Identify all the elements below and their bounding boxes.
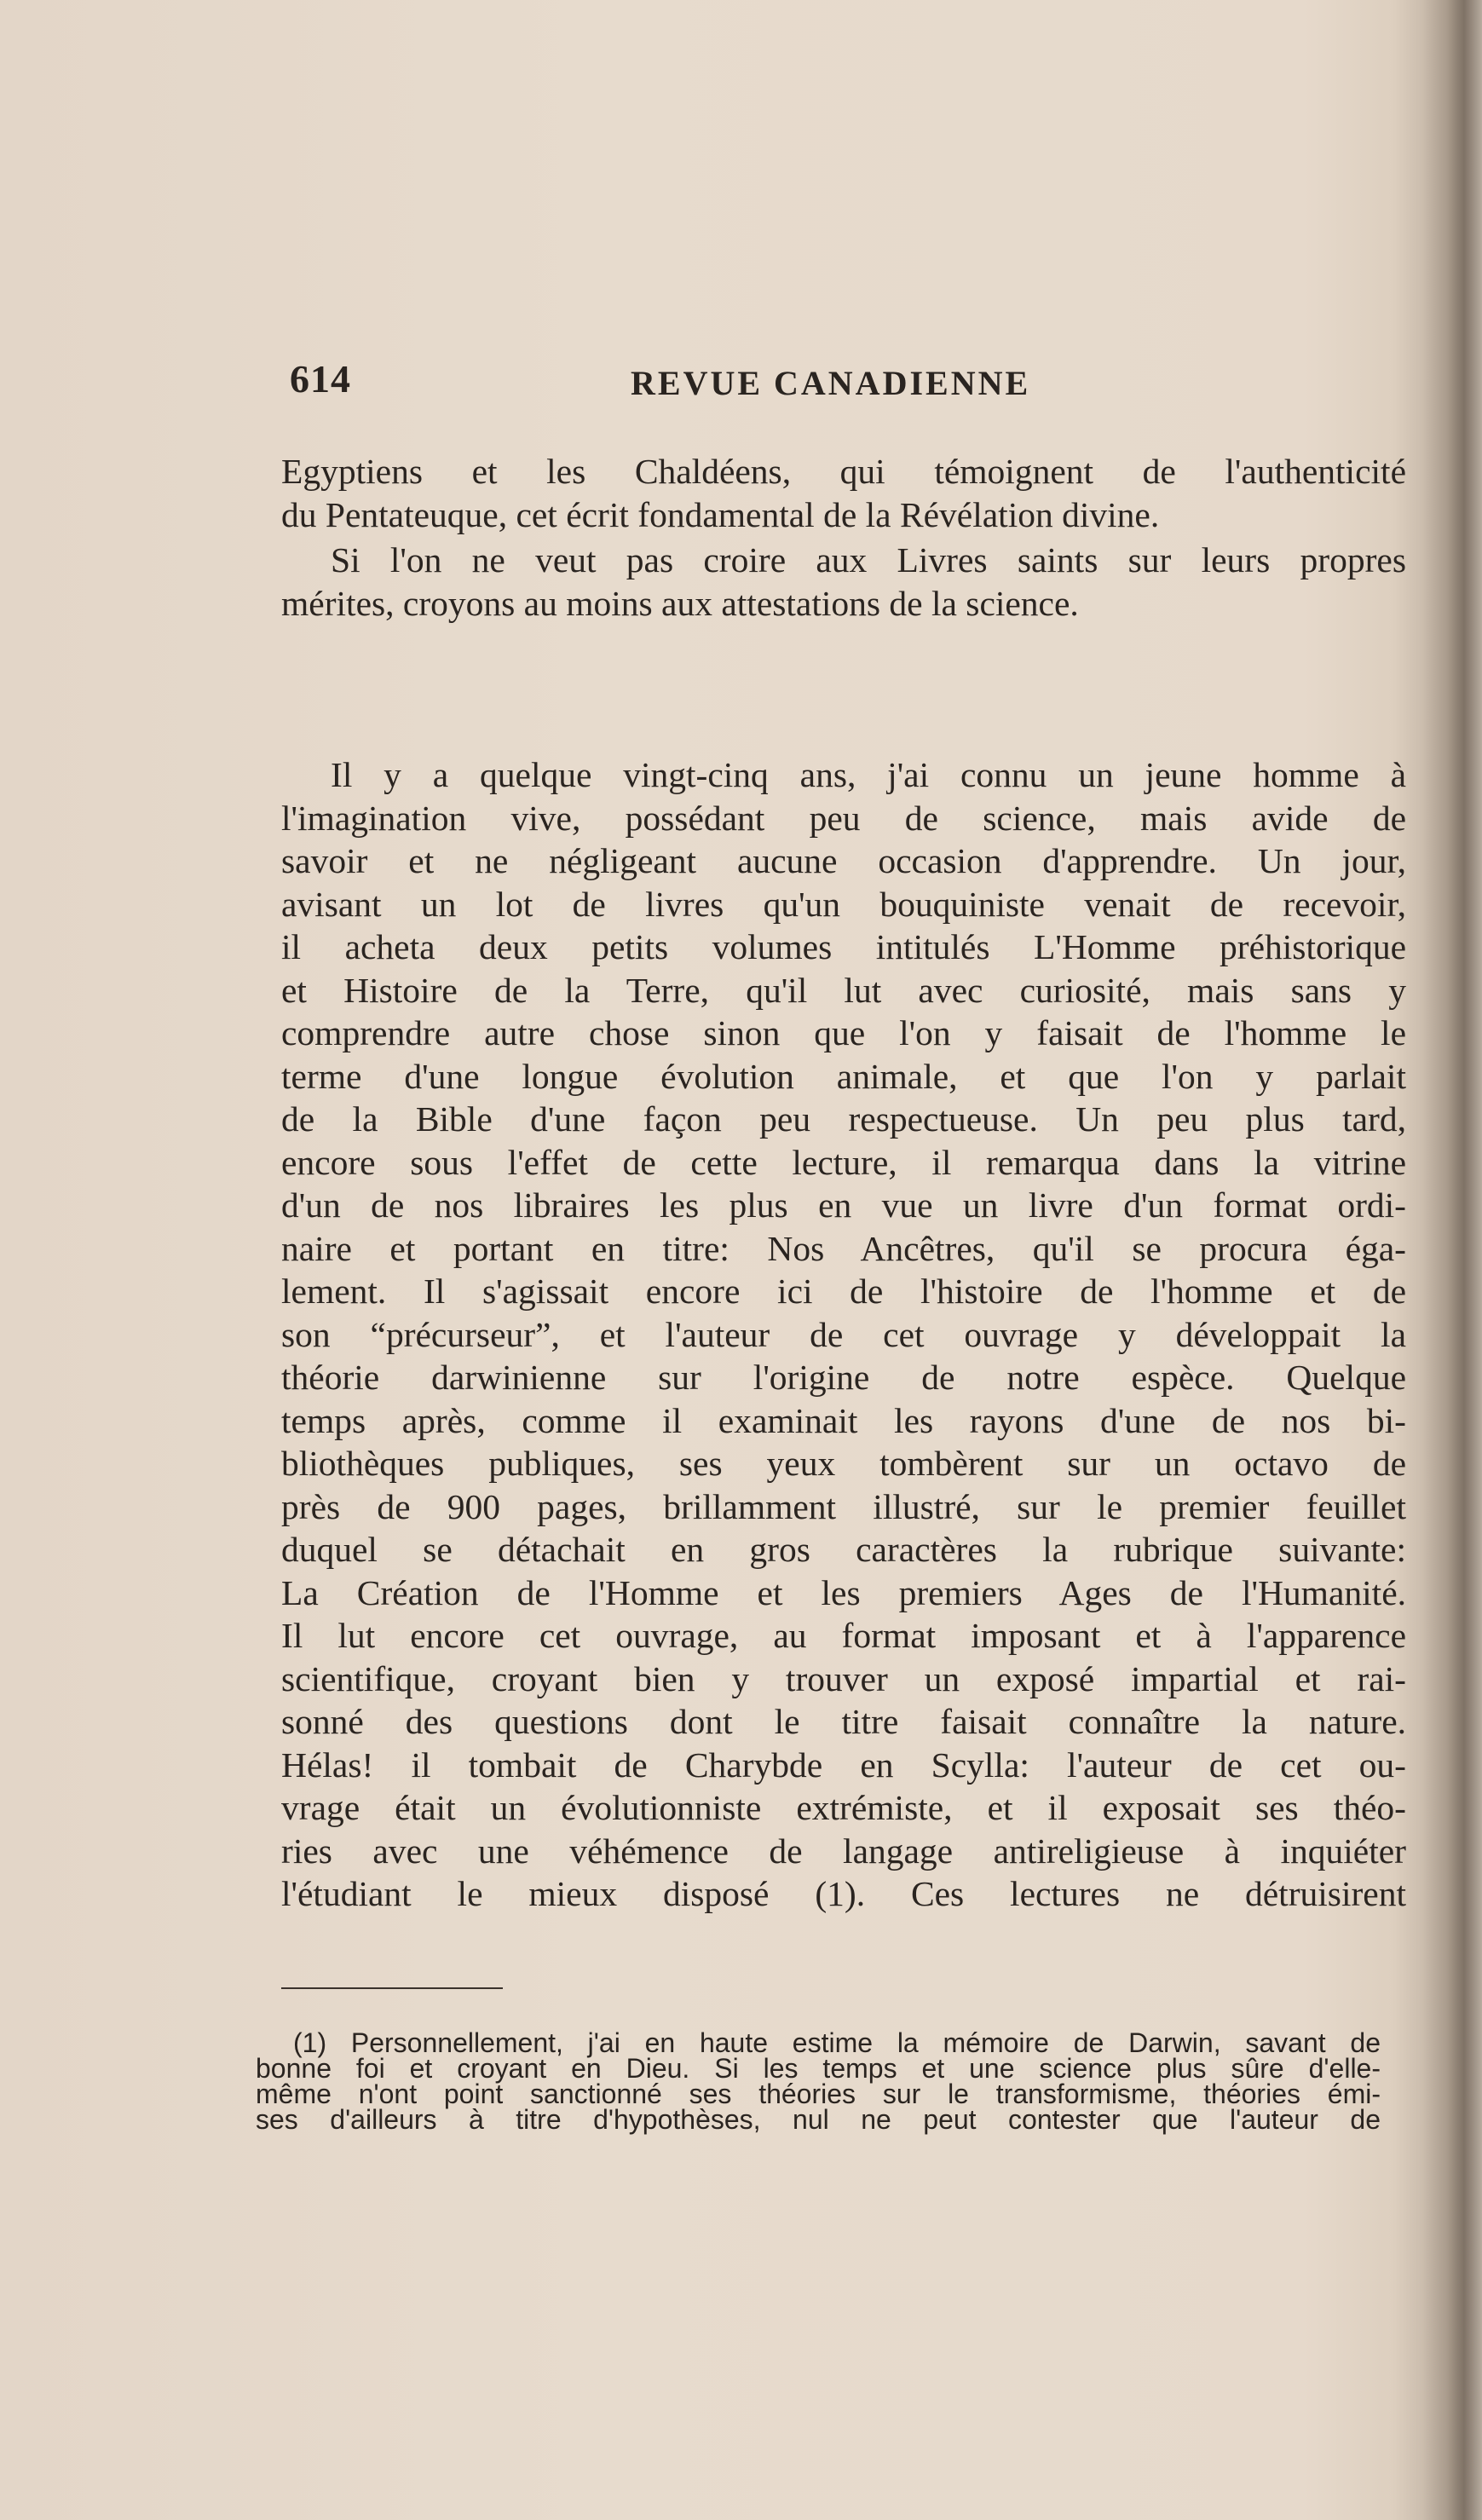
text-line: d'un de nos libraires les plus en vue un livre d'un format ordi- <box>281 1185 1406 1225</box>
text-line: près de 900 pages, brillamment illustré, sur le premier feuillet <box>281 1486 1406 1526</box>
text-line: duquel se détachait en gros caractères la rubrique suivante: <box>281 1530 1406 1569</box>
text-line: encore sous l'effet de cette lecture, il remarqua dans la vitrine <box>281 1142 1406 1182</box>
running-title: REVUE CANADIENNE <box>631 364 1031 402</box>
text-line: il acheta deux petits volumes intitulés L'Homme préhistorique <box>281 927 1406 966</box>
text-line: La Création de l'Homme et les premiers Ages de l'Humanité. <box>281 1572 1406 1612</box>
text-line: Il y a quelque vingt-cinq ans, j'ai connu un jeune homme à <box>331 755 1406 794</box>
text-line: théorie darwinienne sur l'origine de notre espèce. Quelque <box>281 1358 1406 1397</box>
text-line: comprendre autre chose sinon que l'on y faisait de l'homme le <box>281 1013 1406 1052</box>
text-line: lement. Il s'agissait encore ici de l'histoire de l'homme et de <box>281 1272 1406 1311</box>
text-line: son “précurseur”, et l'auteur de cet ouvrage y développait la <box>281 1314 1406 1354</box>
text-line: Egyptiens et les Chaldéens, qui témoignent de l'authenticité <box>281 452 1406 491</box>
text-line: l'étudiant le mieux disposé (1). Ces lectures ne détruisirent <box>281 1874 1406 1913</box>
text-line: scientifique, croyant bien y trouver un exposé impartial et rai- <box>281 1658 1406 1698</box>
text-line: savoir et ne négligeant aucune occasion d'apprendre. Un jour, <box>281 841 1406 880</box>
text-line: temps après, comme il examinait les rayons d'une de nos bi- <box>281 1400 1406 1440</box>
paragraph-2 <box>281 539 1406 625</box>
text-line: sonné des questions dont le titre faisait connaître la nature. <box>281 1702 1406 1741</box>
footnote-line: bonne foi et croyant en Dieu. Si les temps et une science plus sûre d'elle- <box>256 2053 1381 2084</box>
text-line: l'imagination vive, possédant peu de science, mais avide de <box>281 798 1406 838</box>
text-line: de la Bible d'une façon peu respectueuse. Un peu plus tard, <box>281 1099 1406 1139</box>
text-line: vrage était un évolutionniste extrémiste, et il exposait ses théo- <box>281 1788 1406 1827</box>
book-gutter-shadow <box>1422 0 1482 2520</box>
text-line: bliothèques publiques, ses yeux tombèrent sur un octavo de <box>281 1444 1406 1483</box>
paragraph-1 <box>281 450 1406 536</box>
footnote-line: ses d'ailleurs à titre d'hypothèses, nul ne peut contester que l'auteur de <box>256 2104 1381 2135</box>
text-line: mérites, croyons au moins aux attestations de la science. <box>281 583 1079 623</box>
text-line: Si l'on ne veut pas croire aux Livres saints sur leurs propres <box>331 540 1406 580</box>
footnote-line: (1) Personnellement, j'ai en haute estime la mémoire de Darwin, savant de <box>293 2027 1381 2058</box>
footnote-divider <box>281 1987 503 1989</box>
text-line: terme d'une longue évolution animale, et que l'on y parlait <box>281 1056 1406 1096</box>
text-line: avisant un lot de livres qu'un bouquiniste venait de recevoir, <box>281 884 1406 924</box>
text-line: Hélas! il tombait de Charybde en Scylla: l'auteur de cet ou- <box>281 1744 1406 1785</box>
footnote <box>256 2027 1381 2135</box>
paragraph-3 <box>281 753 1406 1916</box>
text-line: du Pentateuque, cet écrit fondamental de la Révélation divine. <box>281 494 1160 534</box>
text-line: naire et portant en titre: Nos Ancêtres, qu'il se procura éga- <box>281 1228 1406 1268</box>
text-line: et Histoire de la Terre, qu'il lut avec curiosité, mais sans y <box>281 970 1406 1010</box>
footnote-line: même n'ont point sanctionné ses théories sur le transformisme, théories émi- <box>256 2079 1381 2109</box>
text-line: Il lut encore cet ouvrage, au format imposant et à l'apparence <box>281 1616 1406 1655</box>
page-number: 614 <box>290 357 351 401</box>
running-header <box>290 356 1406 416</box>
text-line: ries avec une véhémence de langage antireligieuse à inquiéter <box>281 1831 1406 1871</box>
